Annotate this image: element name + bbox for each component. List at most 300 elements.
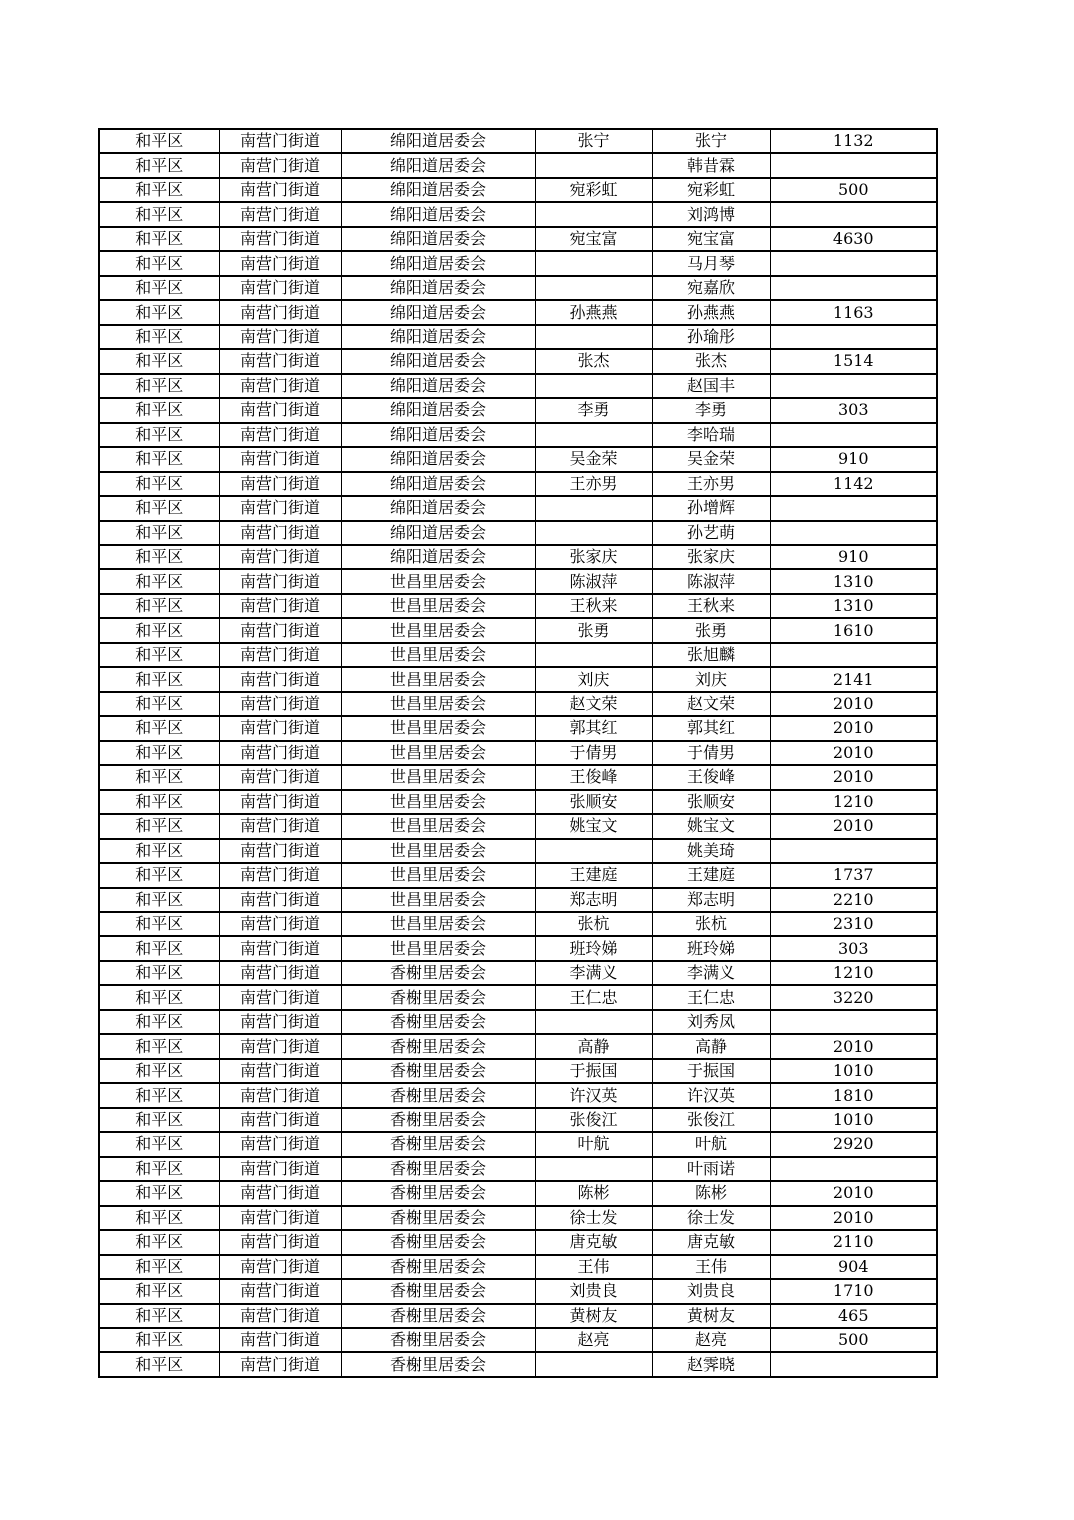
cell-community: 绵阳道居委会 [341, 423, 535, 447]
cell-name_entry: 赵亮 [535, 1328, 652, 1352]
cell-community: 绵阳道居委会 [341, 178, 535, 202]
cell-community: 世昌里居委会 [341, 716, 535, 740]
cell-name: 郑志明 [652, 888, 770, 912]
cell-community: 香榭里居委会 [341, 1108, 535, 1132]
cell-district: 和平区 [99, 1059, 219, 1083]
cell-community: 绵阳道居委会 [341, 521, 535, 545]
cell-name: 张杭 [652, 912, 770, 936]
table-row [99, 472, 937, 496]
cell-community: 世昌里居委会 [341, 618, 535, 642]
table-row [99, 398, 937, 422]
table-row [99, 374, 937, 398]
cell-name: 于倩男 [652, 741, 770, 765]
cell-name_entry: 刘贵良 [535, 1279, 652, 1303]
cell-district: 和平区 [99, 423, 219, 447]
cell-community: 绵阳道居委会 [341, 349, 535, 373]
cell-name_entry: 陈彬 [535, 1181, 652, 1205]
cell-amount [770, 251, 937, 275]
cell-name_entry: 叶航 [535, 1132, 652, 1156]
cell-amount: 1310 [770, 594, 937, 618]
cell-amount: 3220 [770, 985, 937, 1009]
table-row [99, 1181, 937, 1205]
table-row [99, 325, 937, 349]
cell-name_entry: 张杭 [535, 912, 652, 936]
cell-district: 和平区 [99, 1279, 219, 1303]
table-row [99, 814, 937, 838]
cell-district: 和平区 [99, 985, 219, 1009]
cell-name: 刘贵良 [652, 1279, 770, 1303]
cell-community: 世昌里居委会 [341, 643, 535, 667]
cell-name_entry [535, 1157, 652, 1181]
cell-street: 南营门街道 [219, 790, 341, 814]
cell-street: 南营门街道 [219, 1108, 341, 1132]
cell-name_entry: 张家庆 [535, 545, 652, 569]
cell-amount: 1010 [770, 1059, 937, 1083]
cell-amount: 2010 [770, 814, 937, 838]
cell-street: 南营门街道 [219, 276, 341, 300]
cell-district: 和平区 [99, 1010, 219, 1034]
cell-name_entry: 张俊江 [535, 1108, 652, 1132]
cell-street: 南营门街道 [219, 325, 341, 349]
cell-name_entry: 姚宝文 [535, 814, 652, 838]
cell-amount: 1210 [770, 790, 937, 814]
cell-district: 和平区 [99, 251, 219, 275]
cell-district: 和平区 [99, 839, 219, 863]
table-row [99, 716, 937, 740]
cell-name: 张杰 [652, 349, 770, 373]
cell-name: 王仁忠 [652, 985, 770, 1009]
table-row [99, 741, 937, 765]
table-row [99, 936, 937, 960]
cell-name_entry: 于振国 [535, 1059, 652, 1083]
cell-name_entry: 陈淑萍 [535, 569, 652, 593]
cell-amount: 910 [770, 545, 937, 569]
cell-name_entry: 刘庆 [535, 667, 652, 691]
cell-name_entry: 李满义 [535, 961, 652, 985]
cell-amount: 2010 [770, 1181, 937, 1205]
cell-name: 张俊江 [652, 1108, 770, 1132]
cell-name_entry: 王亦男 [535, 472, 652, 496]
cell-street: 南营门街道 [219, 667, 341, 691]
cell-street: 南营门街道 [219, 447, 341, 471]
cell-district: 和平区 [99, 1181, 219, 1205]
cell-name_entry [535, 423, 652, 447]
cell-amount [770, 276, 937, 300]
cell-community: 绵阳道居委会 [341, 325, 535, 349]
residents-table-body [99, 129, 937, 1377]
cell-name_entry: 徐士发 [535, 1206, 652, 1230]
table-row [99, 178, 937, 202]
cell-district: 和平区 [99, 1352, 219, 1377]
cell-community: 香榭里居委会 [341, 961, 535, 985]
cell-amount: 1810 [770, 1083, 937, 1107]
cell-street: 南营门街道 [219, 839, 341, 863]
cell-amount: 303 [770, 398, 937, 422]
cell-name_entry: 张顺安 [535, 790, 652, 814]
cell-community: 香榭里居委会 [341, 1255, 535, 1279]
cell-amount [770, 521, 937, 545]
cell-name: 韩昔霖 [652, 153, 770, 177]
table-row [99, 521, 937, 545]
cell-amount: 2010 [770, 741, 937, 765]
cell-name_entry [535, 521, 652, 545]
cell-name: 刘庆 [652, 667, 770, 691]
cell-community: 香榭里居委会 [341, 1181, 535, 1205]
cell-street: 南营门街道 [219, 961, 341, 985]
cell-name_entry [535, 153, 652, 177]
cell-amount: 4630 [770, 227, 937, 251]
cell-name_entry: 于倩男 [535, 741, 652, 765]
cell-district: 和平区 [99, 765, 219, 789]
cell-amount: 1310 [770, 569, 937, 593]
cell-name: 许汉英 [652, 1083, 770, 1107]
cell-community: 绵阳道居委会 [341, 545, 535, 569]
cell-amount: 2010 [770, 1206, 937, 1230]
cell-name: 赵文荣 [652, 692, 770, 716]
cell-district: 和平区 [99, 178, 219, 202]
cell-community: 世昌里居委会 [341, 594, 535, 618]
cell-community: 香榭里居委会 [341, 1206, 535, 1230]
cell-district: 和平区 [99, 888, 219, 912]
cell-name: 姚宝文 [652, 814, 770, 838]
cell-district: 和平区 [99, 472, 219, 496]
cell-amount: 2010 [770, 765, 937, 789]
table-row [99, 912, 937, 936]
cell-amount: 2010 [770, 716, 937, 740]
cell-street: 南营门街道 [219, 912, 341, 936]
cell-amount [770, 839, 937, 863]
table-row [99, 1132, 937, 1156]
cell-community: 世昌里居委会 [341, 692, 535, 716]
cell-name_entry [535, 1352, 652, 1377]
cell-street: 南营门街道 [219, 1255, 341, 1279]
cell-community: 香榭里居委会 [341, 1010, 535, 1034]
cell-amount: 2141 [770, 667, 937, 691]
cell-name: 张旭麟 [652, 643, 770, 667]
table-row [99, 1304, 937, 1328]
cell-community: 绵阳道居委会 [341, 496, 535, 520]
cell-name: 黄树友 [652, 1304, 770, 1328]
cell-district: 和平区 [99, 594, 219, 618]
cell-name_entry: 王仁忠 [535, 985, 652, 1009]
cell-community: 香榭里居委会 [341, 1034, 535, 1058]
cell-name_entry: 郭其红 [535, 716, 652, 740]
cell-community: 世昌里居委会 [341, 863, 535, 887]
cell-community: 世昌里居委会 [341, 741, 535, 765]
cell-name: 孙燕燕 [652, 300, 770, 324]
cell-street: 南营门街道 [219, 741, 341, 765]
cell-district: 和平区 [99, 790, 219, 814]
cell-name: 徐士发 [652, 1206, 770, 1230]
cell-amount: 1737 [770, 863, 937, 887]
cell-amount [770, 1157, 937, 1181]
table-row [99, 1328, 937, 1352]
table-row [99, 863, 937, 887]
cell-street: 南营门街道 [219, 1034, 341, 1058]
cell-community: 香榭里居委会 [341, 1304, 535, 1328]
table-row [99, 423, 937, 447]
table-row [99, 349, 937, 373]
table-row [99, 594, 937, 618]
cell-name: 张顺安 [652, 790, 770, 814]
cell-name_entry: 孙燕燕 [535, 300, 652, 324]
cell-district: 和平区 [99, 496, 219, 520]
cell-community: 绵阳道居委会 [341, 227, 535, 251]
cell-name: 王俊峰 [652, 765, 770, 789]
cell-community: 世昌里居委会 [341, 790, 535, 814]
table-row [99, 888, 937, 912]
cell-street: 南营门街道 [219, 594, 341, 618]
cell-community: 世昌里居委会 [341, 839, 535, 863]
cell-amount: 1132 [770, 129, 937, 153]
cell-district: 和平区 [99, 716, 219, 740]
cell-community: 香榭里居委会 [341, 1230, 535, 1254]
cell-community: 香榭里居委会 [341, 1279, 535, 1303]
cell-name_entry: 黄树友 [535, 1304, 652, 1328]
cell-community: 香榭里居委会 [341, 1157, 535, 1181]
cell-name: 姚美琦 [652, 839, 770, 863]
cell-name: 陈彬 [652, 1181, 770, 1205]
cell-street: 南营门街道 [219, 423, 341, 447]
cell-name_entry: 吴金荣 [535, 447, 652, 471]
cell-district: 和平区 [99, 936, 219, 960]
cell-street: 南营门街道 [219, 129, 341, 153]
cell-name_entry [535, 839, 652, 863]
cell-district: 和平区 [99, 692, 219, 716]
cell-amount: 1010 [770, 1108, 937, 1132]
cell-name: 宛宝富 [652, 227, 770, 251]
cell-street: 南营门街道 [219, 521, 341, 545]
cell-name: 孙艺萌 [652, 521, 770, 545]
cell-name_entry: 宛宝富 [535, 227, 652, 251]
cell-street: 南营门街道 [219, 374, 341, 398]
cell-amount [770, 496, 937, 520]
table-row [99, 545, 937, 569]
cell-name: 王建庭 [652, 863, 770, 887]
table-row [99, 1230, 937, 1254]
cell-district: 和平区 [99, 1132, 219, 1156]
cell-community: 香榭里居委会 [341, 1132, 535, 1156]
table-row [99, 1279, 937, 1303]
cell-name: 马月琴 [652, 251, 770, 275]
cell-amount: 910 [770, 447, 937, 471]
cell-amount: 303 [770, 936, 937, 960]
cell-name_entry [535, 643, 652, 667]
cell-community: 香榭里居委会 [341, 985, 535, 1009]
cell-name: 王秋来 [652, 594, 770, 618]
cell-community: 绵阳道居委会 [341, 398, 535, 422]
cell-district: 和平区 [99, 1304, 219, 1328]
cell-street: 南营门街道 [219, 1181, 341, 1205]
cell-amount: 2010 [770, 692, 937, 716]
cell-district: 和平区 [99, 618, 219, 642]
cell-name_entry [535, 202, 652, 226]
cell-amount [770, 153, 937, 177]
table-row [99, 1352, 937, 1377]
table-row [99, 496, 937, 520]
cell-amount: 2010 [770, 1034, 937, 1058]
cell-district: 和平区 [99, 325, 219, 349]
cell-street: 南营门街道 [219, 398, 341, 422]
cell-street: 南营门街道 [219, 496, 341, 520]
cell-community: 绵阳道居委会 [341, 447, 535, 471]
cell-amount [770, 1352, 937, 1377]
table-row [99, 790, 937, 814]
cell-district: 和平区 [99, 300, 219, 324]
cell-name: 王伟 [652, 1255, 770, 1279]
cell-amount: 2920 [770, 1132, 937, 1156]
cell-street: 南营门街道 [219, 227, 341, 251]
cell-name: 赵霁晓 [652, 1352, 770, 1377]
cell-street: 南营门街道 [219, 765, 341, 789]
cell-street: 南营门街道 [219, 300, 341, 324]
cell-name: 宛嘉欣 [652, 276, 770, 300]
cell-community: 绵阳道居委会 [341, 129, 535, 153]
cell-name: 班玲娣 [652, 936, 770, 960]
cell-name_entry [535, 325, 652, 349]
table-row [99, 839, 937, 863]
cell-district: 和平区 [99, 374, 219, 398]
cell-street: 南营门街道 [219, 153, 341, 177]
table-row [99, 1083, 937, 1107]
cell-name_entry: 李勇 [535, 398, 652, 422]
cell-street: 南营门街道 [219, 1083, 341, 1107]
table-row [99, 1157, 937, 1181]
cell-street: 南营门街道 [219, 863, 341, 887]
table-row [99, 153, 937, 177]
cell-district: 和平区 [99, 1034, 219, 1058]
table-row [99, 765, 937, 789]
cell-district: 和平区 [99, 814, 219, 838]
cell-street: 南营门街道 [219, 888, 341, 912]
cell-district: 和平区 [99, 1157, 219, 1181]
cell-name_entry: 王建庭 [535, 863, 652, 887]
cell-amount: 500 [770, 1328, 937, 1352]
table-row [99, 1010, 937, 1034]
table-row [99, 129, 937, 153]
cell-community: 世昌里居委会 [341, 936, 535, 960]
residents-table [98, 128, 938, 1378]
table-row [99, 300, 937, 324]
cell-district: 和平区 [99, 202, 219, 226]
cell-amount: 2310 [770, 912, 937, 936]
cell-street: 南营门街道 [219, 1328, 341, 1352]
cell-community: 绵阳道居委会 [341, 300, 535, 324]
cell-street: 南营门街道 [219, 643, 341, 667]
cell-district: 和平区 [99, 912, 219, 936]
cell-street: 南营门街道 [219, 692, 341, 716]
cell-district: 和平区 [99, 447, 219, 471]
cell-name: 高静 [652, 1034, 770, 1058]
table-row [99, 667, 937, 691]
cell-district: 和平区 [99, 1108, 219, 1132]
cell-community: 世昌里居委会 [341, 765, 535, 789]
cell-community: 香榭里居委会 [341, 1352, 535, 1377]
cell-name_entry: 王伟 [535, 1255, 652, 1279]
cell-community: 绵阳道居委会 [341, 153, 535, 177]
cell-community: 绵阳道居委会 [341, 251, 535, 275]
cell-name_entry: 许汉英 [535, 1083, 652, 1107]
cell-district: 和平区 [99, 227, 219, 251]
cell-district: 和平区 [99, 667, 219, 691]
cell-community: 世昌里居委会 [341, 912, 535, 936]
cell-street: 南营门街道 [219, 178, 341, 202]
cell-amount [770, 202, 937, 226]
cell-street: 南营门街道 [219, 1206, 341, 1230]
cell-community: 香榭里居委会 [341, 1328, 535, 1352]
cell-district: 和平区 [99, 545, 219, 569]
cell-district: 和平区 [99, 1206, 219, 1230]
table-row [99, 569, 937, 593]
table-row [99, 692, 937, 716]
cell-district: 和平区 [99, 1083, 219, 1107]
cell-name: 宛彩虹 [652, 178, 770, 202]
cell-district: 和平区 [99, 569, 219, 593]
cell-street: 南营门街道 [219, 618, 341, 642]
cell-name_entry: 高静 [535, 1034, 652, 1058]
cell-name_entry: 王秋来 [535, 594, 652, 618]
cell-district: 和平区 [99, 521, 219, 545]
cell-street: 南营门街道 [219, 1352, 341, 1377]
cell-name: 孙瑜彤 [652, 325, 770, 349]
table-row [99, 251, 937, 275]
cell-name_entry [535, 251, 652, 275]
table-row [99, 447, 937, 471]
cell-street: 南营门街道 [219, 936, 341, 960]
table-row [99, 1255, 937, 1279]
cell-street: 南营门街道 [219, 1304, 341, 1328]
cell-name_entry: 张宁 [535, 129, 652, 153]
cell-name: 张宁 [652, 129, 770, 153]
cell-name_entry: 唐克敏 [535, 1230, 652, 1254]
cell-community: 绵阳道居委会 [341, 472, 535, 496]
cell-community: 世昌里居委会 [341, 888, 535, 912]
cell-name: 陈淑萍 [652, 569, 770, 593]
cell-district: 和平区 [99, 741, 219, 765]
cell-community: 绵阳道居委会 [341, 276, 535, 300]
cell-name_entry: 宛彩虹 [535, 178, 652, 202]
cell-name: 刘鸿博 [652, 202, 770, 226]
cell-district: 和平区 [99, 153, 219, 177]
cell-name: 刘秀凤 [652, 1010, 770, 1034]
table-row [99, 1059, 937, 1083]
cell-district: 和平区 [99, 349, 219, 373]
table-row [99, 985, 937, 1009]
cell-name: 王亦男 [652, 472, 770, 496]
cell-amount [770, 325, 937, 349]
cell-name_entry: 郑志明 [535, 888, 652, 912]
cell-name_entry [535, 1010, 652, 1034]
cell-name: 赵国丰 [652, 374, 770, 398]
cell-name: 李满义 [652, 961, 770, 985]
cell-name: 赵亮 [652, 1328, 770, 1352]
cell-name_entry: 王俊峰 [535, 765, 652, 789]
cell-name: 于振国 [652, 1059, 770, 1083]
cell-district: 和平区 [99, 129, 219, 153]
cell-name_entry: 赵文荣 [535, 692, 652, 716]
cell-name: 叶航 [652, 1132, 770, 1156]
cell-name: 孙增辉 [652, 496, 770, 520]
cell-amount: 1710 [770, 1279, 937, 1303]
cell-community: 世昌里居委会 [341, 814, 535, 838]
cell-street: 南营门街道 [219, 472, 341, 496]
cell-street: 南营门街道 [219, 1230, 341, 1254]
table-row [99, 643, 937, 667]
table-row [99, 276, 937, 300]
cell-district: 和平区 [99, 1328, 219, 1352]
cell-name: 李哈瑞 [652, 423, 770, 447]
cell-name_entry: 张勇 [535, 618, 652, 642]
